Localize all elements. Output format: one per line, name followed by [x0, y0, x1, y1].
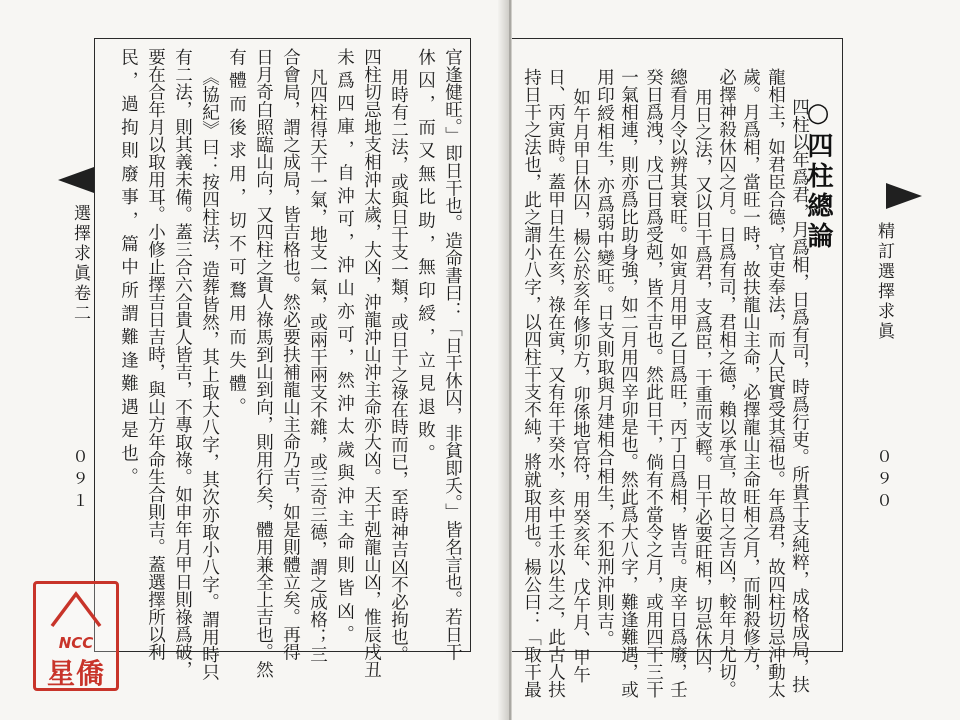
seal-mountain-icon [48, 590, 104, 630]
seal-chinese-text: 星僑 [46, 657, 105, 690]
left-col-13: 民，過拘則廢事，篇中所謂難逢難遇是也。 [118, 48, 139, 491]
left-col-5: 未爲四庫，自沖可，沖山亦可，然沖太歲與沖主命則皆凶。 [334, 48, 355, 649]
left-col-12: 要在合年月以取用耳。小修止擇吉日吉時，與山方年命生合則吉。蓋選擇所以利 [145, 48, 166, 661]
right-col-9: 用印綬相生，亦爲弱中變旺。日支則取與月建相合相生，不犯刑沖則吉。 [594, 68, 615, 649]
left-col-3: 用時有二法，或與日干支一類，或日干之祿在時而已，至時神吉凶不必拘也。 [388, 68, 409, 663]
seal-latin-text: NCC [58, 634, 94, 652]
right-col-4: 必擇神殺休囚之月。日爲有司，君相之德，賴以承宣，故日之吉凶，較年月尤切。 [716, 68, 737, 698]
right-page-number: ０９０ [874, 448, 893, 514]
left-running-head: 選擇求眞卷二 [70, 204, 90, 324]
right-col-3: 歲。月爲相，當旺一時，故扶龍山主命，必擇龍山主命旺相之月，而制殺修方， [740, 68, 761, 681]
right-col-10: 如午月甲日休囚，楊公於亥年修卯方，卯係地官符，用癸亥年、戊午月、甲午 [570, 88, 591, 683]
right-col-7: 癸日爲洩，戊己日爲受剋，皆不吉也。然此日干，倘有不當令之月，或用四干三干 [643, 68, 664, 698]
left-page-thumb-tab-marker [58, 167, 94, 193]
right-col-2: 龍相主，如君臣合德，官吏奉法，而人民實受其福也。年爲君，故四柱切忌沖動太 [765, 68, 786, 698]
right-col-12: 持日干之法也，此之謂小八字，以四柱干支不純，將就取用也。楊公曰：「取干最 [521, 68, 542, 698]
right-col-11: 日、丙寅時。蓋甲日生在亥，祿在寅，又有年干癸水，亥中壬水以生之，此古人扶 [545, 68, 566, 698]
left-col-2: 休囚，而又無比助，無印綬，立見退敗。 [415, 48, 436, 468]
left-col-9: 有體而後求用，切不可鶩用而失體。 [226, 48, 247, 421]
left-col-8: 日月奇白照臨山向，又四柱之貴人祿馬到山到向，則用行矣，體用兼全上吉也。然 [253, 48, 274, 678]
section-title: ○四柱總論 [803, 98, 833, 252]
left-page-number: ０９１ [70, 448, 89, 514]
right-running-head: 精訂選擇求眞 [874, 222, 894, 342]
left-col-4: 四柱切忌地支相沖太歲，大凶，沖龍沖山沖主命亦大凶。天干剋龍山凶，惟辰戌丑 [361, 48, 382, 678]
left-col-1: 官逢健旺。」即日干也。造命書曰：「日干休囚，非貧即夭。」皆名言也。若日干 [442, 48, 463, 661]
left-col-7: 合會局，謂之成局，皆吉格也。然必要扶補龍山主命乃吉，如是則體立矣。再得 [280, 48, 301, 661]
right-col-6: 總看月令以辨其衰旺。如寅月用甲乙日爲旺，丙丁日爲相，皆吉。庚辛日爲廢，壬 [667, 68, 688, 698]
right-page-thumb-tab-marker [886, 183, 922, 209]
right-col-8: 一氣相連，則亦爲比助身強，如二月用四辛卯是也。然此爲大八字，難逢難遇，或 [618, 68, 639, 698]
ncc-watermark-seal [33, 581, 119, 691]
right-col-5: 用日之法，又以日干爲君，支爲臣，干重而支輕。日干必要旺相，切忌休囚， [692, 88, 713, 683]
left-col-10: 《協紀》曰：按四柱法，造葬皆然，其上取大八字，其次亦取小八字。謂用時只 [199, 68, 220, 681]
left-col-6: 凡四柱得天干一氣，地支一氣，或兩干兩支不雜，或三奇三德，謂之成格；三 [307, 68, 328, 663]
left-col-11: 有二法，則其義未備。蓋三合六合貴人皆吉，不專取祿。如申年月甲日則祿爲破， [172, 48, 193, 678]
right-col-1: 四柱以年爲君，月爲相，日爲有司，時爲行吏。所貴干支純粹，成格成局，扶 [789, 98, 810, 693]
